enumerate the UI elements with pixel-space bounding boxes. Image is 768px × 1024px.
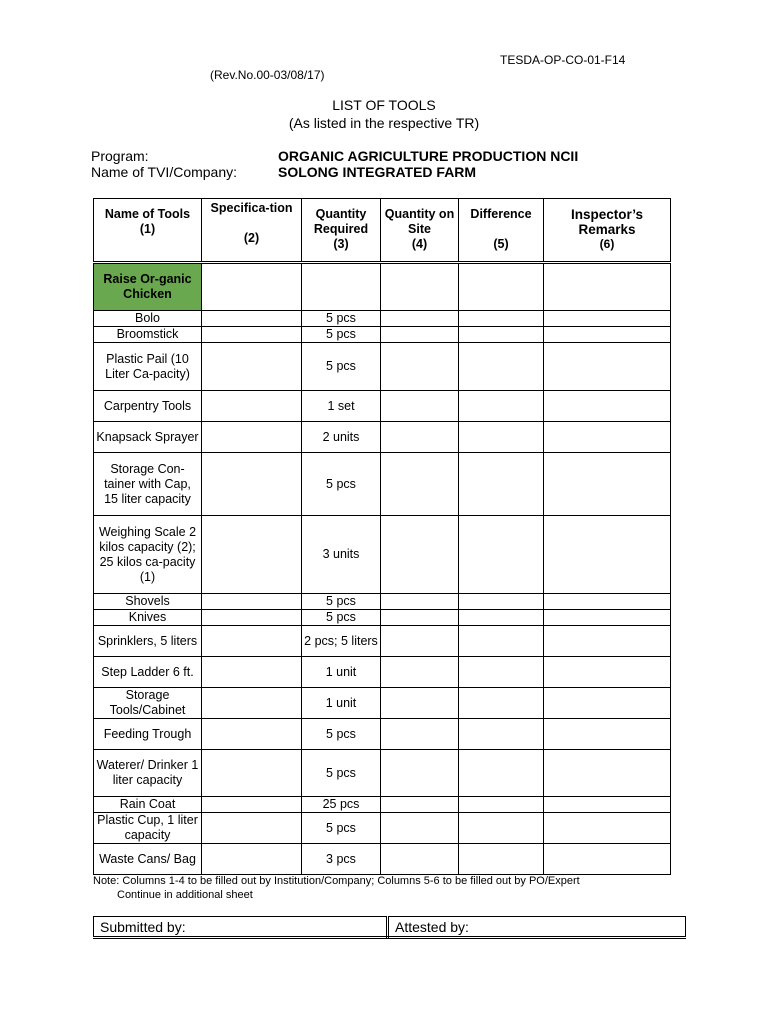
table-row	[94, 797, 671, 813]
tool-name-cell: Carpentry Tools	[94, 391, 202, 422]
difference-cell	[459, 422, 544, 453]
column-header-label: Quantity on Site	[384, 207, 455, 236]
specification-cell	[202, 453, 302, 516]
table-row	[94, 657, 671, 688]
quantity-required-cell: 5 pcs	[302, 594, 381, 610]
column-header-difference	[459, 199, 544, 263]
quantity-on-site-cell	[381, 657, 459, 688]
quantity-required-cell: 5 pcs	[302, 327, 381, 343]
column-header-number: (3)	[333, 237, 349, 251]
inspector-remarks-cell	[544, 719, 671, 750]
table-row	[94, 688, 671, 719]
tool-name-cell: Shovels	[94, 594, 202, 610]
quantity-on-site-cell	[381, 750, 459, 797]
difference-cell	[459, 657, 544, 688]
difference-cell	[459, 594, 544, 610]
specification-cell	[202, 813, 302, 844]
table-row	[94, 610, 671, 626]
quantity-required-cell: 2 pcs; 5 liters	[302, 626, 381, 657]
inspector-remarks-cell	[544, 844, 671, 875]
quantity-on-site-cell	[381, 813, 459, 844]
inspector-remarks-cell	[544, 626, 671, 657]
specification-cell	[202, 594, 302, 610]
quantity-required-cell: 1 set	[302, 391, 381, 422]
tool-name-cell: Plastic Cup, 1 liter capacity	[94, 813, 202, 844]
quantity-required-cell: 25 pcs	[302, 797, 381, 813]
inspector-remarks-cell	[544, 453, 671, 516]
tool-name-cell: Plastic Pail (10 Liter Ca-pacity)	[94, 343, 202, 391]
column-header-name	[94, 199, 202, 263]
table-row	[94, 391, 671, 422]
specification-cell	[202, 626, 302, 657]
table-row	[94, 422, 671, 453]
quantity-on-site-cell	[381, 327, 459, 343]
inspector-remarks-cell	[544, 610, 671, 626]
signature-table	[93, 916, 686, 939]
table-row	[94, 626, 671, 657]
quantity-on-site-cell	[381, 610, 459, 626]
attested-by-field: Attested by:	[388, 917, 686, 938]
quantity-on-site-cell	[381, 797, 459, 813]
quantity-required-cell: 5 pcs	[302, 453, 381, 516]
column-header-label: Name of Tools	[104, 207, 191, 221]
quantity-on-site-cell	[381, 626, 459, 657]
table-row	[94, 813, 671, 844]
table-row	[94, 327, 671, 343]
difference-cell	[459, 391, 544, 422]
specification-cell	[202, 688, 302, 719]
tool-name-cell: Weighing Scale 2 kilos capacity (2); 25 kilos ca-pacity (1)	[94, 516, 202, 594]
difference-cell	[459, 688, 544, 719]
difference-cell	[459, 327, 544, 343]
note-continue: Continue in additional sheet	[117, 889, 253, 901]
inspector-remarks-cell	[544, 750, 671, 797]
quantity-on-site-cell	[381, 391, 459, 422]
inspector-remarks-cell	[544, 343, 671, 391]
quantity-required-cell: 5 pcs	[302, 610, 381, 626]
table-row	[94, 516, 671, 594]
column-header-number: (2)	[243, 231, 260, 245]
table-row	[94, 750, 671, 797]
note	[93, 874, 733, 902]
column-header-number: (4)	[411, 237, 428, 251]
tool-name-cell: Sprinklers, 5 liters	[94, 626, 202, 657]
company-value: SOLONG INTEGRATED FARM	[278, 164, 477, 180]
quantity-required-cell: 1 unit	[302, 657, 381, 688]
quantity-required-cell: 5 pcs	[302, 311, 381, 327]
quantity-required-cell: 5 pcs	[302, 750, 381, 797]
specification-cell	[202, 844, 302, 875]
column-header-number: (5)	[493, 237, 509, 251]
section-label: Raise Or-ganic Chicken	[94, 263, 202, 311]
tool-name-cell: Waste Cans/ Bag	[94, 844, 202, 875]
inspector-remarks-cell	[544, 311, 671, 327]
inspector-remarks-cell	[544, 657, 671, 688]
specification-cell	[202, 750, 302, 797]
table-cell	[381, 263, 459, 311]
quantity-on-site-cell	[381, 719, 459, 750]
table-cell	[202, 263, 302, 311]
tool-name-cell: Broomstick	[94, 327, 202, 343]
table-row	[94, 311, 671, 327]
program-value: ORGANIC AGRICULTURE PRODUCTION NCII	[278, 148, 579, 164]
table-cell	[459, 263, 544, 311]
tool-name-cell: Storage Tools/Cabinet	[94, 688, 202, 719]
quantity-required-cell: 3 pcs	[302, 844, 381, 875]
quantity-on-site-cell	[381, 453, 459, 516]
difference-cell	[459, 844, 544, 875]
column-header-inspector-remarks	[544, 199, 671, 263]
specification-cell	[202, 797, 302, 813]
specification-cell	[202, 516, 302, 594]
table-row	[94, 453, 671, 516]
page-title: LIST OF TOOLS	[332, 97, 436, 113]
table-row	[94, 719, 671, 750]
inspector-remarks-cell	[544, 327, 671, 343]
column-header-label: Inspector’s Remarks	[570, 207, 644, 237]
tool-name-cell: Rain Coat	[94, 797, 202, 813]
difference-cell	[459, 453, 544, 516]
specification-cell	[202, 719, 302, 750]
specification-cell	[202, 610, 302, 626]
quantity-on-site-cell	[381, 311, 459, 327]
difference-cell	[459, 797, 544, 813]
quantity-on-site-cell	[381, 422, 459, 453]
quantity-required-cell: 2 units	[302, 422, 381, 453]
column-header-specification	[202, 199, 302, 263]
column-header-label: Difference	[470, 207, 532, 221]
note-line: Note: Columns 1-4 to be filled out by Institution/Company; Columns 5-6 to be filled out by PO/Expert	[93, 875, 580, 887]
quantity-required-cell: 1 unit	[302, 688, 381, 719]
company-label: Name of TVI/Company:	[91, 164, 238, 180]
specification-cell	[202, 657, 302, 688]
tool-name-cell: Storage Con-tainer with Cap, 15 liter capacity	[94, 453, 202, 516]
difference-cell	[459, 610, 544, 626]
quantity-required-cell: 5 pcs	[302, 343, 381, 391]
specification-cell	[202, 311, 302, 327]
table-row	[94, 844, 671, 875]
revision-number: (Rev.No.00-03/08/17)	[210, 68, 325, 82]
inspector-remarks-cell	[544, 422, 671, 453]
difference-cell	[459, 750, 544, 797]
quantity-on-site-cell	[381, 343, 459, 391]
document-id: TESDA-OP-CO-01-F14	[500, 53, 626, 67]
tool-name-cell: Knives	[94, 610, 202, 626]
column-header-label: Quantity Required	[313, 207, 369, 236]
table-section-row	[94, 263, 671, 311]
difference-cell	[459, 626, 544, 657]
program-label: Program:	[91, 148, 149, 164]
table-row	[94, 594, 671, 610]
difference-cell	[459, 516, 544, 594]
difference-cell	[459, 311, 544, 327]
table-cell	[544, 263, 671, 311]
specification-cell	[202, 391, 302, 422]
inspector-remarks-cell	[544, 797, 671, 813]
column-header-label: Specifica-tion	[210, 201, 293, 215]
difference-cell	[459, 343, 544, 391]
tool-name-cell: Knapsack Sprayer	[94, 422, 202, 453]
difference-cell	[459, 719, 544, 750]
tool-name-cell: Bolo	[94, 311, 202, 327]
inspector-remarks-cell	[544, 688, 671, 719]
specification-cell	[202, 327, 302, 343]
column-header-quantity-required	[302, 199, 381, 263]
difference-cell	[459, 813, 544, 844]
table-cell	[302, 263, 381, 311]
column-header-quantity-on-site	[381, 199, 459, 263]
tool-name-cell: Waterer/ Drinker 1 liter capacity	[94, 750, 202, 797]
quantity-on-site-cell	[381, 516, 459, 594]
quantity-on-site-cell	[381, 594, 459, 610]
specification-cell	[202, 343, 302, 391]
inspector-remarks-cell	[544, 516, 671, 594]
table-header-row	[94, 199, 671, 263]
tool-name-cell: Step Ladder 6 ft.	[94, 657, 202, 688]
quantity-on-site-cell	[381, 688, 459, 719]
quantity-on-site-cell	[381, 844, 459, 875]
column-header-number: (6)	[599, 237, 615, 251]
inspector-remarks-cell	[544, 813, 671, 844]
inspector-remarks-cell	[544, 391, 671, 422]
tool-name-cell: Feeding Trough	[94, 719, 202, 750]
inspector-remarks-cell	[544, 594, 671, 610]
quantity-required-cell: 3 units	[302, 516, 381, 594]
quantity-required-cell: 5 pcs	[302, 719, 381, 750]
table-row	[94, 343, 671, 391]
column-header-number: (1)	[139, 222, 156, 236]
quantity-required-cell: 5 pcs	[302, 813, 381, 844]
tools-table	[93, 198, 671, 875]
specification-cell	[202, 422, 302, 453]
submitted-by-field: Submitted by:	[94, 917, 388, 938]
page-subtitle: (As listed in the respective TR)	[288, 115, 480, 131]
